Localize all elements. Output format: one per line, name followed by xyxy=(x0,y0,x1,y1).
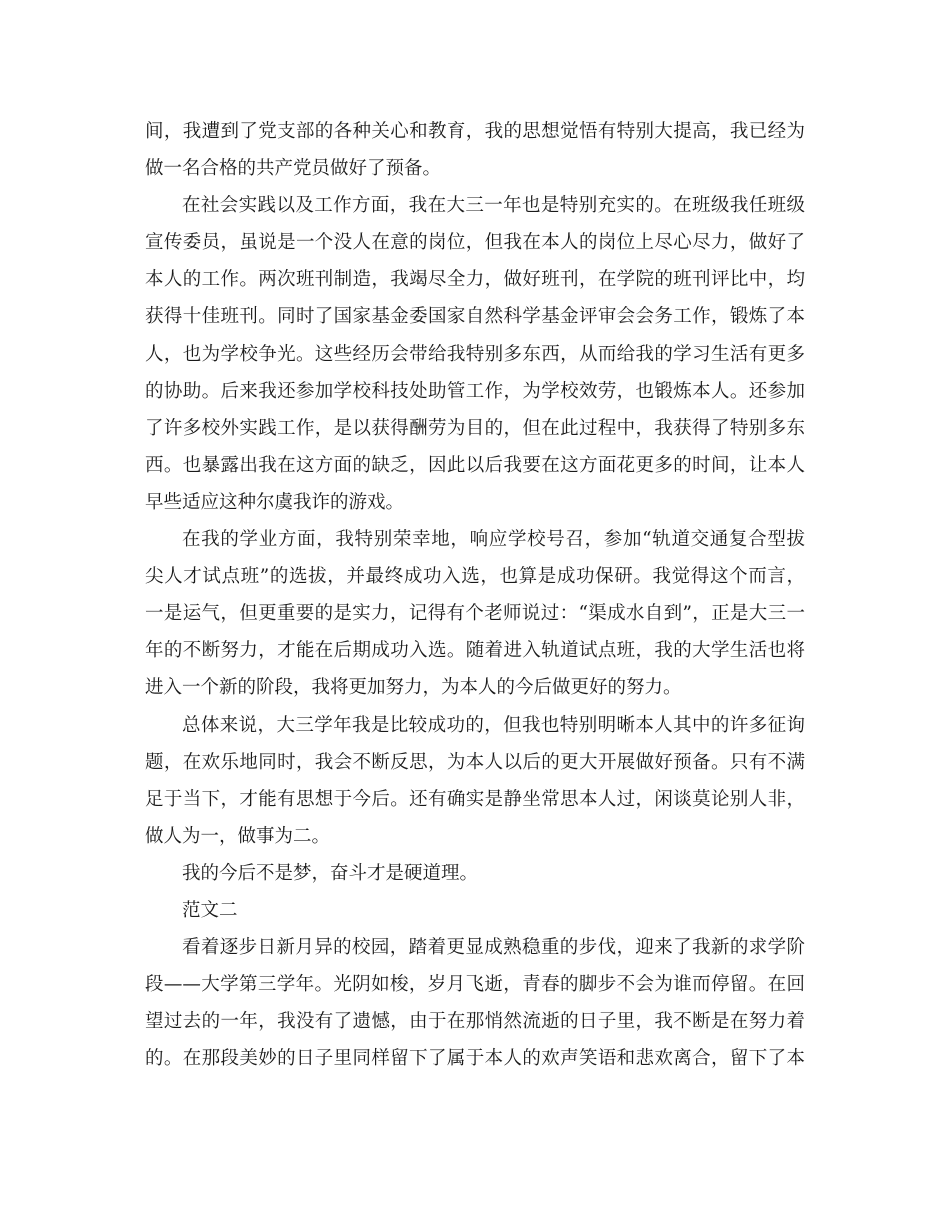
text-line: 题，在欢乐地同时，我会不断反思，为本人以后的更大开展做好预备。只有不满 xyxy=(145,751,805,773)
document-body xyxy=(145,113,805,1077)
text-line: 的。在那段美妙的日子里同样留下了属于本人的欢声笑语和悲欢离合，留下了本 xyxy=(145,1048,805,1070)
text-line: 足于当下，才能有思想于今后。还有确实是静坐常思本人过，闲谈莫论别人非， xyxy=(145,788,805,810)
text-line: 我的今后不是梦，奋斗才是硬道理。 xyxy=(182,862,479,884)
text-line: 获得十佳班刊。同时了国家基金委国家自然科学基金评审会会务工作，锻炼了本 xyxy=(145,306,805,328)
text-line: 望过去的一年，我没有了遗憾，由于在那悄然流逝的日子里，我不断是在努力着 xyxy=(145,1011,805,1033)
text-line: 西。也暴露出我在这方面的缺乏，因此以后我要在这方面花更多的时间，让本人 xyxy=(145,454,805,476)
text-line: 总体来说，大三学年我是比较成功的，但我也特别明晰本人其中的许多征询 xyxy=(182,714,805,736)
text-line: 在我的学业方面，我特别荣幸地，响应学校号召，参加“轨道交通复合型拔 xyxy=(182,529,805,551)
text-line: 看着逐步日新月异的校园，踏着更显成熟稳重的步伐，迎来了我新的求学阶 xyxy=(182,937,805,959)
text-line: 的协助。后来我还参加学校科技处助管工作，为学校效劳，也锻炼本人。还参加 xyxy=(145,380,805,402)
text-line: 做人为一，做事为二。 xyxy=(145,825,331,847)
text-line: 做一名合格的共产党员做好了预备。 xyxy=(145,158,442,180)
text-line: 年的不断努力，才能在后期成功入选。随着进入轨道试点班，我的大学生活也将 xyxy=(145,640,805,662)
text-line: 本人的工作。两次班刊制造，我竭尽全力，做好班刊，在学院的班刊评比中，均 xyxy=(145,269,805,291)
text-line: 早些适应这种尔虞我诈的游戏。 xyxy=(145,491,405,513)
text-line: 间，我遭到了党支部的各种关心和教育，我的思想觉悟有特别大提高，我已经为 xyxy=(145,121,805,142)
text-line: 进入一个新的阶段，我将更加努力，为本人的今后做更好的努力。 xyxy=(145,677,682,699)
section-heading: 范文二 xyxy=(182,899,238,921)
text-line: 了许多校外实践工作，是以获得酬劳为目的，但在此过程中，我获得了特别多东 xyxy=(145,417,805,439)
text-line: 段——大学第三学年。光阴如梭，岁月飞逝，青春的脚步不会为谁而停留。在回 xyxy=(145,974,805,996)
text-line: 尖人才试点班”的选拔，并最终成功入选，也算是成功保研。我觉得这个而言， xyxy=(145,566,805,588)
text-line: 在社会实践以及工作方面，我在大三一年也是特别充实的。在班级我任班级 xyxy=(182,195,805,217)
text-line: 一是运气，但更重要的是实力，记得有个老师说过：“渠成水自到”，正是大三一 xyxy=(145,603,805,625)
text-line: 宣传委员，虽说是一个没人在意的岗位，但我在本人的岗位上尽心尽力，做好了 xyxy=(145,232,805,254)
text-line: 人，也为学校争光。这些经历会带给我特别多东西，从而给我的学习生活有更多 xyxy=(145,343,805,365)
